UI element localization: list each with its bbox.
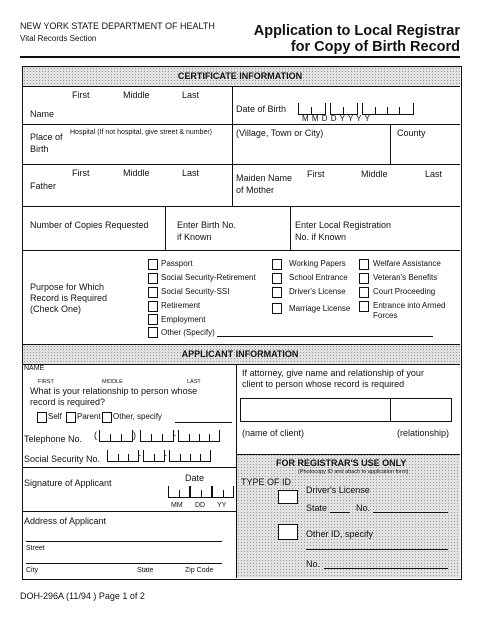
- purpose-working-papers: Working Papers: [289, 259, 346, 268]
- other-id-no-line[interactable]: [324, 568, 448, 569]
- divider: [232, 86, 233, 124]
- father-last-label: Last: [182, 168, 200, 178]
- maiden-label-2: of Mother: [236, 185, 275, 195]
- relationship-question-2: record is required?: [30, 397, 106, 407]
- form-title-line1: Application to Local Registrar: [253, 23, 460, 39]
- yy-label: YY: [217, 502, 227, 509]
- divider: [22, 467, 236, 468]
- dob-label: Date of Birth: [236, 104, 287, 114]
- checkbox-parent[interactable]: [66, 412, 76, 423]
- divider: [165, 206, 166, 250]
- purpose-retirement: Retirement: [161, 301, 201, 310]
- divider: [232, 164, 233, 206]
- dash: -: [138, 450, 141, 460]
- copies-label: Number of Copies Requested: [30, 220, 149, 230]
- telephone-label: Telephone No.: [24, 434, 83, 444]
- checkbox-self[interactable]: [37, 412, 47, 423]
- purpose-label-2: Record is Required: [30, 293, 108, 303]
- address-label: Address of Applicant: [24, 516, 107, 526]
- purpose-other: Other (Specify): [161, 328, 215, 337]
- divider: [22, 86, 460, 87]
- divider: [22, 364, 460, 365]
- purpose-label-1: Purpose for Which: [30, 282, 105, 292]
- ssn-input[interactable]: [107, 450, 209, 462]
- signature-label: Signature of Applicant: [24, 478, 112, 488]
- purpose-armed-forces-1: Entrance into Armed: [373, 301, 446, 310]
- father-name-input[interactable]: [72, 180, 227, 204]
- checkbox-retirement[interactable]: [148, 301, 158, 312]
- cert-last-label: Last: [182, 90, 200, 100]
- divider: [390, 124, 391, 164]
- mother-name-input[interactable]: [300, 182, 456, 204]
- street-line[interactable]: [26, 541, 222, 542]
- hospital-hint: Hospital (If not hospital, give street & number): [70, 129, 213, 136]
- checkbox-marriage-license[interactable]: [272, 303, 282, 314]
- birth-no-input[interactable]: [240, 228, 286, 246]
- client-relationship-input[interactable]: [390, 398, 452, 422]
- dd-label: DD: [195, 502, 206, 509]
- purpose-drivers-license: Driver's License: [289, 287, 346, 296]
- applicant-first-label: FIRST: [38, 379, 54, 385]
- header-rule: [20, 56, 460, 58]
- maiden-label-1: Maiden Name: [236, 173, 293, 183]
- applicant-last-label: LAST: [187, 379, 201, 385]
- checkbox-drivers-license[interactable]: [272, 287, 282, 298]
- local-reg-input[interactable]: [400, 228, 456, 246]
- dash: -: [173, 430, 176, 440]
- checkbox-ss-retirement[interactable]: [148, 273, 158, 284]
- divider: [22, 164, 460, 165]
- agency-name: NEW YORK STATE DEPARTMENT OF HEALTH: [20, 21, 215, 31]
- purpose-marriage-license: Marriage License: [289, 304, 351, 313]
- telephone-input[interactable]: [94, 430, 220, 442]
- signature-input[interactable]: [24, 490, 164, 504]
- checkbox-other-relationship[interactable]: [102, 412, 112, 423]
- purpose-court: Court Proceeding: [373, 287, 436, 296]
- state-label: State: [137, 567, 154, 574]
- mother-first-label: First: [307, 169, 325, 179]
- cert-middle-label: Middle: [123, 90, 150, 100]
- date-label: Date: [185, 473, 205, 483]
- divider: [22, 511, 236, 512]
- form-title-line2: for Copy of Birth Record: [290, 39, 460, 55]
- copies-input[interactable]: [30, 232, 160, 246]
- purpose-welfare: Welfare Assistance: [373, 259, 441, 268]
- self-label: Self: [48, 412, 62, 421]
- applicant-middle-label: MIDDLE: [102, 379, 123, 385]
- dash: -: [164, 450, 167, 460]
- other-relationship-label: Other, specify: [113, 412, 162, 421]
- checkbox-court[interactable]: [359, 287, 369, 298]
- divider: [232, 124, 233, 164]
- certificate-section-title: CERTIFICATE INFORMATION: [177, 71, 303, 81]
- checkbox-armed-forces[interactable]: [359, 301, 369, 312]
- street-label: Street: [26, 545, 45, 552]
- purpose-ss-ssi: Social Security-SSI: [161, 287, 230, 296]
- applicant-section-title: APPLICANT INFORMATION: [181, 349, 299, 359]
- birth-no-label-1: Enter Birth No.: [177, 220, 237, 230]
- city-label: City: [26, 567, 39, 574]
- local-reg-label-1: Enter Local Registration: [295, 220, 392, 230]
- registrar-no-label: No.: [356, 503, 371, 513]
- drivers-license-label: Driver's License: [306, 485, 370, 495]
- client-name-input[interactable]: [240, 398, 392, 422]
- other-specify-line[interactable]: [217, 336, 433, 337]
- other-id-line[interactable]: [306, 549, 448, 550]
- hospital-input[interactable]: [70, 138, 228, 160]
- cert-name-label: Name: [30, 109, 55, 119]
- city-line[interactable]: [26, 563, 222, 564]
- ssn-label: Social Security No.: [24, 454, 101, 464]
- place-label-1: Place of: [30, 132, 63, 142]
- father-label: Father: [30, 181, 57, 191]
- other-id-checkbox[interactable]: [278, 524, 298, 540]
- registrar-state-line[interactable]: [330, 512, 350, 513]
- checkbox-veterans[interactable]: [359, 273, 369, 284]
- checkbox-passport[interactable]: [148, 259, 158, 270]
- relationship-question-1: What is your relationship to person whose: [30, 386, 198, 396]
- type-of-id-label: TYPE OF ID: [241, 477, 292, 487]
- checkbox-welfare[interactable]: [359, 259, 369, 270]
- place-label-2: Birth: [30, 144, 49, 154]
- parent-label: Parent: [77, 412, 101, 421]
- registrar-no-line[interactable]: [373, 512, 448, 513]
- divider: [22, 206, 460, 207]
- purpose-label-3: (Check One): [30, 304, 82, 314]
- mother-middle-label: Middle: [361, 169, 388, 179]
- client-name-label: (name of client): [242, 428, 305, 438]
- divider: [290, 206, 291, 250]
- mother-last-label: Last: [425, 169, 443, 179]
- photocopy-note: (Photocopy ID and attach to application form): [298, 469, 409, 475]
- section-name: Vital Records Section: [20, 34, 97, 43]
- other-id-no-label: No.: [306, 559, 321, 569]
- mm-label: MM: [171, 502, 183, 509]
- other-relationship-line[interactable]: [175, 422, 232, 423]
- local-reg-label-2: No. if Known: [295, 232, 347, 242]
- other-id-label: Other ID, specify: [306, 529, 374, 539]
- purpose-armed-forces-2: Forces: [373, 311, 398, 320]
- checkbox-other[interactable]: [148, 327, 158, 338]
- applicant-name-label: NAME: [24, 365, 45, 372]
- village-input[interactable]: [236, 140, 386, 160]
- zip-label: Zip Code: [185, 567, 214, 574]
- registrar-state-label: State: [306, 503, 328, 513]
- purpose-veterans: Veteran's Benefits: [373, 273, 438, 282]
- cert-name-input[interactable]: [72, 96, 222, 122]
- attorney-text-1: If attorney, give name and relationship of your: [242, 368, 424, 378]
- county-label: County: [397, 128, 426, 138]
- cert-first-label: First: [72, 90, 90, 100]
- client-relationship-label: (relationship): [397, 428, 450, 438]
- village-label: (Village, Town or City): [236, 128, 324, 138]
- registrar-title: FOR REGISTRAR'S USE ONLY: [276, 458, 407, 468]
- dob-format: M M D D Y Y Y Y: [302, 114, 371, 123]
- purpose-passport: Passport: [161, 259, 193, 268]
- form-id-footer: DOH-296A (11/94 ) Page 1 of 2: [20, 591, 145, 601]
- birth-no-label-2: if Known: [177, 232, 212, 242]
- purpose-school-entrance: School Entrance: [289, 273, 348, 282]
- attorney-text-2: client to person whose record is required: [242, 379, 405, 389]
- signature-date-input[interactable]: [168, 486, 232, 498]
- dob-input[interactable]: [298, 103, 414, 114]
- paren-close: ): [133, 430, 136, 440]
- father-middle-label: Middle: [123, 168, 150, 178]
- drivers-license-checkbox[interactable]: [278, 490, 298, 504]
- purpose-employment: Employment: [161, 315, 206, 324]
- purpose-ss-retirement: Social Security-Retirement: [161, 273, 256, 282]
- checkbox-school-entrance[interactable]: [272, 273, 282, 284]
- checkbox-working-papers[interactable]: [272, 259, 282, 270]
- paren-open: (: [94, 430, 97, 440]
- county-input[interactable]: [394, 140, 456, 160]
- divider: [22, 250, 460, 251]
- father-first-label: First: [72, 168, 90, 178]
- checkbox-ss-ssi[interactable]: [148, 287, 158, 298]
- divider: [236, 454, 460, 455]
- divider: [22, 124, 460, 125]
- checkbox-employment[interactable]: [148, 314, 158, 325]
